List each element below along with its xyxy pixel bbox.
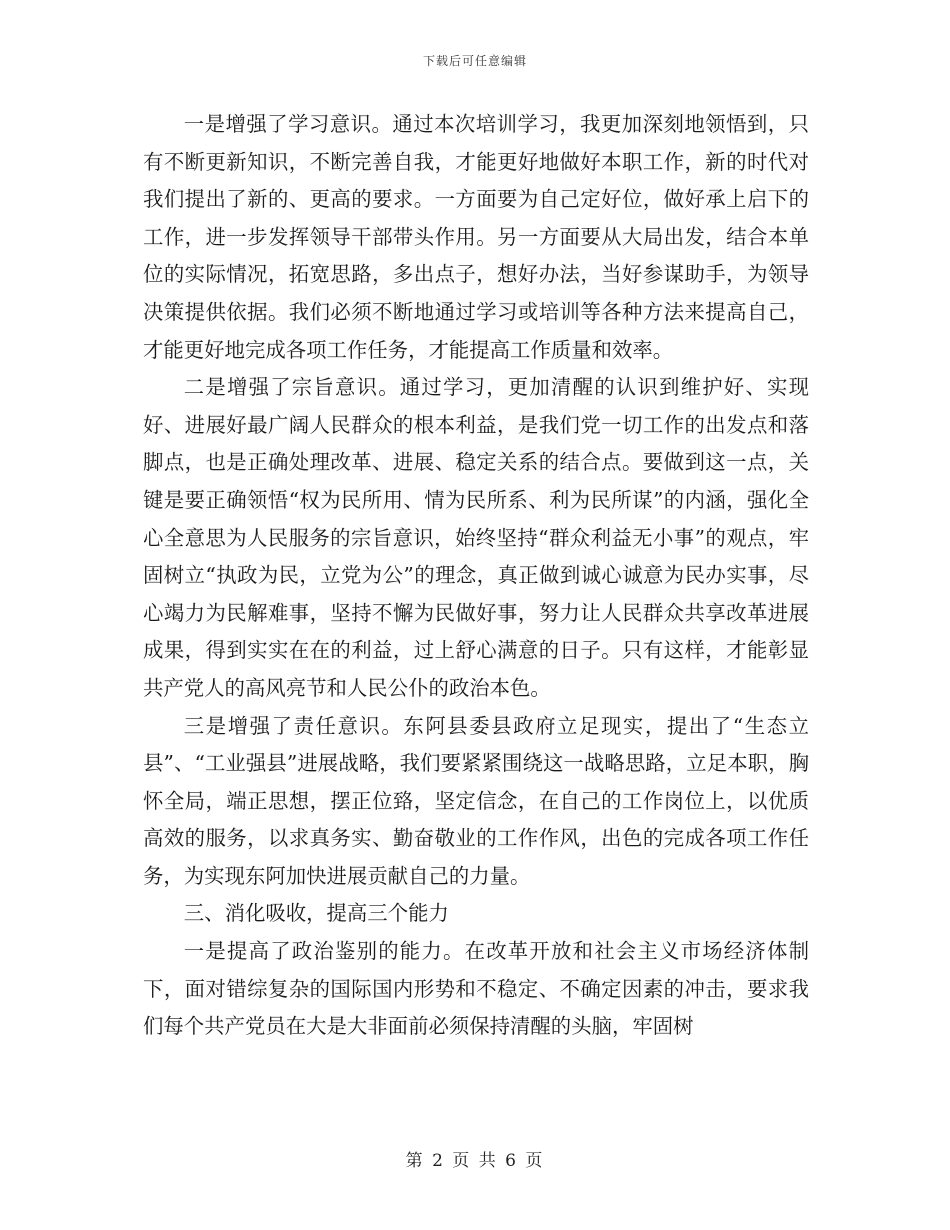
document-body xyxy=(143,106,809,1046)
page-number: 第 2 页 共 6 页 xyxy=(405,1151,545,1171)
section-heading: 三、消化吸收，提高三个能力 xyxy=(183,901,449,926)
paragraph-purpose-awareness: 二是增强了宗旨意识。通过学习，更加清醒的认识到维护好、实现好、进展好最广阔人民群众的根本利益，是我们党一切工作的出发点和落脚点，也是正确处理改革、进展、稳定关系的结合点。要做到这一点，关键是要正确领悟“权为民所用、情为民所系、利为民所谋”的内涵，强化全心全意思为人民服务的宗旨意识，始终坚持“群众利益无小事”的观点，牢固树立“执政为民，立党为公”的理念，真正做到诚心诚意为民办实事，尽心竭力为民解难事，坚持不懈为民做好事，努力让人民群众共享改革进展成果，得到实实在在的利益，过上舒心满意的日子。只有这样，才能彰显共产党人的高风亮节和人民公仆的政治本色。 xyxy=(143,375,809,700)
paragraph-study-awareness: 一是增强了学习意识。通过本次培训学习，我更加深刻地领悟到，只有不断更新知识，不断完善自我，才能更好地做好本职工作，新的时代对我们提出了新的、更高的要求。一方面要为自己定好位，做好承上启下的工作，进一步发挥领导干部带头作用。另一方面要从大局出发，结合本单位的实际情况，拓宽思路，多出点子，想好办法，当好参谋助手，为领导决策提供依据。我们必须不断地通过学习或培训等各种方法来提高自己，才能更好地完成各项工作任务，才能提高工作质量和效率。 xyxy=(143,112,809,362)
page-header: 下载后可任意编辑 xyxy=(422,54,527,68)
paragraph-political-discernment: 一是提高了政治鉴别的能力。在改革开放和社会主义市场经济体制下，面对错综复杂的国际国内形势和不稳定、不确定因素的冲击，要求我们每个共产党员在大是大非面前必须保持清醒的头脑，牢固树 xyxy=(143,939,809,1039)
paragraph-responsibility-awareness: 三是增强了责任意识。东阿县委县政府立足现实，提出了“生态立县”、“工业强县”进展战略，我们要紧紧围绕这一战略思路，立足本职，胸怀全局，端正思想，摆正位臵，坚定信念，在自己的工作岗位上，以优质高效的服务，以求真务实、勤奋敬业的工作作风，出色的完成各项工作任务，为实现东阿加快进展贡献自己的力量。 xyxy=(143,713,809,888)
